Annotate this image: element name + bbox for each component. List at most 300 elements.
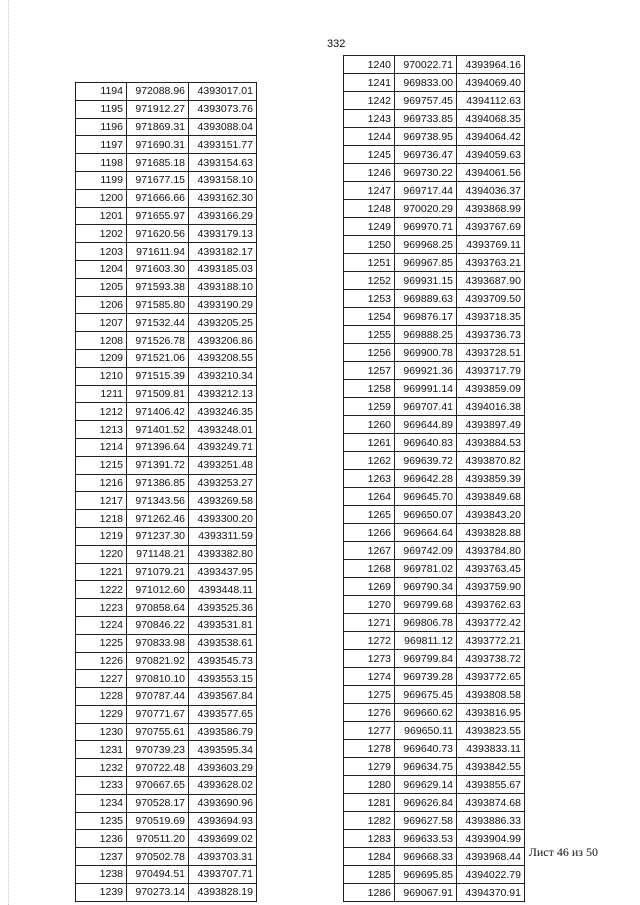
y-coordinate-cell: 4393828.19 bbox=[189, 883, 257, 901]
table-row bbox=[76, 136, 257, 154]
point-number-cell: 1259 bbox=[344, 398, 395, 416]
point-number-cell: 1237 bbox=[76, 848, 127, 866]
point-number-cell: 1262 bbox=[344, 452, 395, 470]
point-number-cell: 1276 bbox=[344, 704, 395, 722]
table-row bbox=[76, 171, 257, 189]
table-row bbox=[344, 866, 525, 884]
x-coordinate-cell: 969931.15 bbox=[395, 272, 457, 290]
point-number-cell: 1272 bbox=[344, 632, 395, 650]
y-coordinate-cell: 4393687.90 bbox=[457, 272, 525, 290]
y-coordinate-cell: 4394112.63 bbox=[457, 92, 525, 110]
table-row bbox=[76, 581, 257, 599]
y-coordinate-cell: 4393300.20 bbox=[189, 510, 257, 528]
table-row bbox=[344, 686, 525, 704]
point-number-cell: 1224 bbox=[76, 616, 127, 634]
y-coordinate-cell: 4393694.93 bbox=[189, 812, 257, 830]
table-row bbox=[76, 492, 257, 510]
y-coordinate-cell: 4393772.42 bbox=[457, 614, 525, 632]
point-number-cell: 1223 bbox=[76, 599, 127, 617]
point-number-cell: 1242 bbox=[344, 92, 395, 110]
x-coordinate-cell: 969921.36 bbox=[395, 362, 457, 380]
y-coordinate-cell: 4393179.13 bbox=[189, 225, 257, 243]
point-number-cell: 1270 bbox=[344, 596, 395, 614]
point-number-cell: 1254 bbox=[344, 308, 395, 326]
x-coordinate-cell: 969742.09 bbox=[395, 542, 457, 560]
point-number-cell: 1238 bbox=[76, 866, 127, 884]
table-row bbox=[344, 794, 525, 812]
point-number-cell: 1281 bbox=[344, 794, 395, 812]
table-row bbox=[344, 272, 525, 290]
table-row bbox=[344, 326, 525, 344]
x-coordinate-cell: 970494.51 bbox=[127, 866, 189, 884]
y-coordinate-cell: 4393769.11 bbox=[457, 236, 525, 254]
table-row bbox=[344, 380, 525, 398]
point-number-cell: 1263 bbox=[344, 470, 395, 488]
table-row bbox=[344, 740, 525, 758]
table-row bbox=[344, 560, 525, 578]
x-coordinate-cell: 969799.68 bbox=[395, 596, 457, 614]
x-coordinate-cell: 970833.98 bbox=[127, 634, 189, 652]
x-coordinate-cell: 969642.28 bbox=[395, 470, 457, 488]
point-number-cell: 1255 bbox=[344, 326, 395, 344]
y-coordinate-cell: 4393525.36 bbox=[189, 599, 257, 617]
x-coordinate-cell: 969664.64 bbox=[395, 524, 457, 542]
x-coordinate-cell: 969888.25 bbox=[395, 326, 457, 344]
point-number-cell: 1258 bbox=[344, 380, 395, 398]
point-number-cell: 1286 bbox=[344, 884, 395, 902]
point-number-cell: 1229 bbox=[76, 705, 127, 723]
point-number-cell: 1253 bbox=[344, 290, 395, 308]
table-row bbox=[344, 254, 525, 272]
table-row bbox=[76, 848, 257, 866]
point-number-cell: 1240 bbox=[344, 56, 395, 74]
table-row bbox=[76, 403, 257, 421]
x-coordinate-cell: 969968.25 bbox=[395, 236, 457, 254]
coordinates-table-left bbox=[75, 82, 257, 902]
table-row bbox=[344, 56, 525, 74]
table-row bbox=[344, 632, 525, 650]
y-coordinate-cell: 4393248.01 bbox=[189, 421, 257, 439]
y-coordinate-cell: 4393808.58 bbox=[457, 686, 525, 704]
y-coordinate-cell: 4393968.44 bbox=[457, 848, 525, 866]
point-number-cell: 1278 bbox=[344, 740, 395, 758]
point-number-cell: 1246 bbox=[344, 164, 395, 182]
x-coordinate-cell: 969736.47 bbox=[395, 146, 457, 164]
table-row bbox=[76, 883, 257, 901]
table-row bbox=[344, 164, 525, 182]
x-coordinate-cell: 970771.67 bbox=[127, 705, 189, 723]
x-coordinate-cell: 969640.83 bbox=[395, 434, 457, 452]
x-coordinate-cell: 969633.53 bbox=[395, 830, 457, 848]
point-number-cell: 1251 bbox=[344, 254, 395, 272]
point-number-cell: 1213 bbox=[76, 421, 127, 439]
point-number-cell: 1227 bbox=[76, 670, 127, 688]
table-row bbox=[344, 884, 525, 902]
y-coordinate-cell: 4393868.99 bbox=[457, 200, 525, 218]
y-coordinate-cell: 4393382.80 bbox=[189, 545, 257, 563]
table-row bbox=[344, 416, 525, 434]
y-coordinate-cell: 4393212.13 bbox=[189, 385, 257, 403]
y-coordinate-cell: 4393210.34 bbox=[189, 367, 257, 385]
x-coordinate-cell: 971396.64 bbox=[127, 438, 189, 456]
point-number-cell: 1206 bbox=[76, 296, 127, 314]
y-coordinate-cell: 4393206.86 bbox=[189, 332, 257, 350]
x-coordinate-cell: 971406.42 bbox=[127, 403, 189, 421]
x-coordinate-cell: 969970.71 bbox=[395, 218, 457, 236]
x-coordinate-cell: 971611.94 bbox=[127, 243, 189, 261]
x-coordinate-cell: 970502.78 bbox=[127, 848, 189, 866]
x-coordinate-cell: 969889.63 bbox=[395, 290, 457, 308]
table-row bbox=[344, 704, 525, 722]
x-coordinate-cell: 971655.97 bbox=[127, 207, 189, 225]
point-number-cell: 1245 bbox=[344, 146, 395, 164]
y-coordinate-cell: 4393843.20 bbox=[457, 506, 525, 524]
point-number-cell: 1207 bbox=[76, 314, 127, 332]
x-coordinate-cell: 970511.20 bbox=[127, 830, 189, 848]
y-coordinate-cell: 4393531.81 bbox=[189, 616, 257, 634]
point-number-cell: 1274 bbox=[344, 668, 395, 686]
y-coordinate-cell: 4393707.71 bbox=[189, 866, 257, 884]
table-row bbox=[344, 758, 525, 776]
table-row bbox=[344, 524, 525, 542]
x-coordinate-cell: 969644.89 bbox=[395, 416, 457, 434]
x-coordinate-cell: 971079.21 bbox=[127, 563, 189, 581]
y-coordinate-cell: 4393859.39 bbox=[457, 470, 525, 488]
x-coordinate-cell: 970022.71 bbox=[395, 56, 457, 74]
table-row bbox=[76, 438, 257, 456]
point-number-cell: 1264 bbox=[344, 488, 395, 506]
point-number-cell: 1220 bbox=[76, 545, 127, 563]
point-number-cell: 1236 bbox=[76, 830, 127, 848]
y-coordinate-cell: 4393073.76 bbox=[189, 100, 257, 118]
point-number-cell: 1230 bbox=[76, 723, 127, 741]
x-coordinate-cell: 969739.28 bbox=[395, 668, 457, 686]
point-number-cell: 1225 bbox=[76, 634, 127, 652]
table-row bbox=[344, 470, 525, 488]
point-number-cell: 1226 bbox=[76, 652, 127, 670]
y-coordinate-cell: 4393190.29 bbox=[189, 296, 257, 314]
x-coordinate-cell: 971262.46 bbox=[127, 510, 189, 528]
table-row bbox=[76, 278, 257, 296]
y-coordinate-cell: 4394064.42 bbox=[457, 128, 525, 146]
point-number-cell: 1196 bbox=[76, 118, 127, 136]
table-row bbox=[344, 434, 525, 452]
point-number-cell: 1271 bbox=[344, 614, 395, 632]
point-number-cell: 1221 bbox=[76, 563, 127, 581]
table-row bbox=[344, 398, 525, 416]
y-coordinate-cell: 4393870.82 bbox=[457, 452, 525, 470]
table-row bbox=[344, 542, 525, 560]
y-coordinate-cell: 4393595.34 bbox=[189, 741, 257, 759]
y-coordinate-cell: 4393205.25 bbox=[189, 314, 257, 332]
point-number-cell: 1279 bbox=[344, 758, 395, 776]
point-number-cell: 1283 bbox=[344, 830, 395, 848]
y-coordinate-cell: 4393151.77 bbox=[189, 136, 257, 154]
table-row bbox=[76, 260, 257, 278]
x-coordinate-cell: 971391.72 bbox=[127, 456, 189, 474]
table-row bbox=[76, 83, 257, 101]
y-coordinate-cell: 4393166.29 bbox=[189, 207, 257, 225]
y-coordinate-cell: 4393088.04 bbox=[189, 118, 257, 136]
point-number-cell: 1243 bbox=[344, 110, 395, 128]
page-left-edge bbox=[8, 0, 10, 905]
point-number-cell: 1201 bbox=[76, 207, 127, 225]
y-coordinate-cell: 4393884.53 bbox=[457, 434, 525, 452]
x-coordinate-cell: 969626.84 bbox=[395, 794, 457, 812]
y-coordinate-cell: 4393253.27 bbox=[189, 474, 257, 492]
point-number-cell: 1265 bbox=[344, 506, 395, 524]
x-coordinate-cell: 970858.64 bbox=[127, 599, 189, 617]
x-coordinate-cell: 971666.66 bbox=[127, 189, 189, 207]
table-row bbox=[76, 705, 257, 723]
x-coordinate-cell: 971148.21 bbox=[127, 545, 189, 563]
y-coordinate-cell: 4393842.55 bbox=[457, 758, 525, 776]
y-coordinate-cell: 4393855.67 bbox=[457, 776, 525, 794]
point-number-cell: 1280 bbox=[344, 776, 395, 794]
y-coordinate-cell: 4393828.88 bbox=[457, 524, 525, 542]
point-number-cell: 1260 bbox=[344, 416, 395, 434]
table-row bbox=[344, 218, 525, 236]
x-coordinate-cell: 970810.10 bbox=[127, 670, 189, 688]
sheet-footer: Лист 46 из 50 bbox=[528, 845, 598, 859]
x-coordinate-cell: 971869.31 bbox=[127, 118, 189, 136]
x-coordinate-cell: 969790.34 bbox=[395, 578, 457, 596]
y-coordinate-cell: 4393311.59 bbox=[189, 527, 257, 545]
x-coordinate-cell: 971509.81 bbox=[127, 385, 189, 403]
point-number-cell: 1216 bbox=[76, 474, 127, 492]
point-number-cell: 1205 bbox=[76, 278, 127, 296]
point-number-cell: 1197 bbox=[76, 136, 127, 154]
table-row bbox=[76, 759, 257, 777]
y-coordinate-cell: 4393185.03 bbox=[189, 260, 257, 278]
y-coordinate-cell: 4393628.02 bbox=[189, 777, 257, 795]
y-coordinate-cell: 4393249.71 bbox=[189, 438, 257, 456]
y-coordinate-cell: 4393182.17 bbox=[189, 243, 257, 261]
x-coordinate-cell: 970528.17 bbox=[127, 794, 189, 812]
table-row bbox=[76, 616, 257, 634]
point-number-cell: 1231 bbox=[76, 741, 127, 759]
coordinates-table-right bbox=[343, 55, 525, 902]
table-row bbox=[344, 74, 525, 92]
x-coordinate-cell: 971603.30 bbox=[127, 260, 189, 278]
table-row bbox=[76, 812, 257, 830]
table-row bbox=[76, 385, 257, 403]
y-coordinate-cell: 4393763.45 bbox=[457, 560, 525, 578]
x-coordinate-cell: 970722.48 bbox=[127, 759, 189, 777]
table-row bbox=[344, 452, 525, 470]
point-number-cell: 1248 bbox=[344, 200, 395, 218]
table-row bbox=[344, 236, 525, 254]
y-coordinate-cell: 4393699.02 bbox=[189, 830, 257, 848]
y-coordinate-cell: 4393738.72 bbox=[457, 650, 525, 668]
point-number-cell: 1257 bbox=[344, 362, 395, 380]
point-number-cell: 1215 bbox=[76, 456, 127, 474]
x-coordinate-cell: 969876.17 bbox=[395, 308, 457, 326]
point-number-cell: 1232 bbox=[76, 759, 127, 777]
y-coordinate-cell: 4393162.30 bbox=[189, 189, 257, 207]
point-number-cell: 1233 bbox=[76, 777, 127, 795]
y-coordinate-cell: 4393859.09 bbox=[457, 380, 525, 398]
table-row bbox=[344, 614, 525, 632]
table-row bbox=[344, 290, 525, 308]
table-row bbox=[76, 118, 257, 136]
point-number-cell: 1202 bbox=[76, 225, 127, 243]
y-coordinate-cell: 4393553.15 bbox=[189, 670, 257, 688]
table-row bbox=[76, 243, 257, 261]
point-number-cell: 1241 bbox=[344, 74, 395, 92]
coordinates-table-left-body bbox=[76, 83, 257, 902]
table-row bbox=[344, 848, 525, 866]
x-coordinate-cell: 971237.30 bbox=[127, 527, 189, 545]
x-coordinate-cell: 970519.69 bbox=[127, 812, 189, 830]
y-coordinate-cell: 4393718.35 bbox=[457, 308, 525, 326]
y-coordinate-cell: 4393784.80 bbox=[457, 542, 525, 560]
x-coordinate-cell: 971012.60 bbox=[127, 581, 189, 599]
table-row bbox=[344, 650, 525, 668]
point-number-cell: 1218 bbox=[76, 510, 127, 528]
y-coordinate-cell: 4393538.61 bbox=[189, 634, 257, 652]
table-row bbox=[344, 146, 525, 164]
x-coordinate-cell: 969900.78 bbox=[395, 344, 457, 362]
y-coordinate-cell: 4394061.56 bbox=[457, 164, 525, 182]
table-row bbox=[76, 634, 257, 652]
table-row bbox=[344, 182, 525, 200]
point-number-cell: 1204 bbox=[76, 260, 127, 278]
y-coordinate-cell: 4394068.35 bbox=[457, 110, 525, 128]
y-coordinate-cell: 4393833.11 bbox=[457, 740, 525, 758]
y-coordinate-cell: 4393759.90 bbox=[457, 578, 525, 596]
x-coordinate-cell: 969639.72 bbox=[395, 452, 457, 470]
y-coordinate-cell: 4393690.96 bbox=[189, 794, 257, 812]
y-coordinate-cell: 4393567.84 bbox=[189, 688, 257, 706]
y-coordinate-cell: 4393717.79 bbox=[457, 362, 525, 380]
point-number-cell: 1228 bbox=[76, 688, 127, 706]
point-number-cell: 1235 bbox=[76, 812, 127, 830]
y-coordinate-cell: 4393017.01 bbox=[189, 83, 257, 101]
table-row bbox=[76, 154, 257, 172]
point-number-cell: 1212 bbox=[76, 403, 127, 421]
x-coordinate-cell: 971593.38 bbox=[127, 278, 189, 296]
x-coordinate-cell: 969717.44 bbox=[395, 182, 457, 200]
table-row bbox=[76, 723, 257, 741]
table-row bbox=[344, 668, 525, 686]
point-number-cell: 1267 bbox=[344, 542, 395, 560]
table-row bbox=[344, 488, 525, 506]
y-coordinate-cell: 4393246.35 bbox=[189, 403, 257, 421]
point-number-cell: 1277 bbox=[344, 722, 395, 740]
x-coordinate-cell: 969695.85 bbox=[395, 866, 457, 884]
y-coordinate-cell: 4393728.51 bbox=[457, 344, 525, 362]
point-number-cell: 1198 bbox=[76, 154, 127, 172]
x-coordinate-cell: 969629.14 bbox=[395, 776, 457, 794]
table-row bbox=[76, 794, 257, 812]
point-number-cell: 1285 bbox=[344, 866, 395, 884]
x-coordinate-cell: 969645.70 bbox=[395, 488, 457, 506]
point-number-cell: 1199 bbox=[76, 171, 127, 189]
point-number-cell: 1209 bbox=[76, 349, 127, 367]
point-number-cell: 1244 bbox=[344, 128, 395, 146]
x-coordinate-cell: 969707.41 bbox=[395, 398, 457, 416]
table-row bbox=[344, 362, 525, 380]
point-number-cell: 1266 bbox=[344, 524, 395, 542]
x-coordinate-cell: 971401.52 bbox=[127, 421, 189, 439]
table-row bbox=[76, 688, 257, 706]
x-coordinate-cell: 971515.39 bbox=[127, 367, 189, 385]
table-row bbox=[76, 474, 257, 492]
table-row bbox=[76, 456, 257, 474]
x-coordinate-cell: 970821.92 bbox=[127, 652, 189, 670]
point-number-cell: 1200 bbox=[76, 189, 127, 207]
y-coordinate-cell: 4394370.91 bbox=[457, 884, 525, 902]
point-number-cell: 1250 bbox=[344, 236, 395, 254]
y-coordinate-cell: 4393823.55 bbox=[457, 722, 525, 740]
x-coordinate-cell: 969991.14 bbox=[395, 380, 457, 398]
x-coordinate-cell: 969781.02 bbox=[395, 560, 457, 578]
x-coordinate-cell: 971690.31 bbox=[127, 136, 189, 154]
table-row bbox=[76, 777, 257, 795]
y-coordinate-cell: 4393158.10 bbox=[189, 171, 257, 189]
table-row bbox=[76, 545, 257, 563]
table-row bbox=[76, 332, 257, 350]
x-coordinate-cell: 970273.14 bbox=[127, 883, 189, 901]
point-number-cell: 1247 bbox=[344, 182, 395, 200]
coordinates-table-right-body bbox=[344, 56, 525, 902]
table-row bbox=[76, 741, 257, 759]
table-row bbox=[76, 670, 257, 688]
x-coordinate-cell: 969757.45 bbox=[395, 92, 457, 110]
x-coordinate-cell: 971343.56 bbox=[127, 492, 189, 510]
x-coordinate-cell: 970846.22 bbox=[127, 616, 189, 634]
table-row bbox=[344, 722, 525, 740]
y-coordinate-cell: 4393603.29 bbox=[189, 759, 257, 777]
table-row bbox=[344, 506, 525, 524]
x-coordinate-cell: 969650.11 bbox=[395, 722, 457, 740]
y-coordinate-cell: 4394059.63 bbox=[457, 146, 525, 164]
table-row bbox=[344, 578, 525, 596]
y-coordinate-cell: 4393767.69 bbox=[457, 218, 525, 236]
table-row bbox=[344, 200, 525, 218]
table-row bbox=[344, 812, 525, 830]
x-coordinate-cell: 971386.85 bbox=[127, 474, 189, 492]
y-coordinate-cell: 4394036.37 bbox=[457, 182, 525, 200]
point-number-cell: 1284 bbox=[344, 848, 395, 866]
point-number-cell: 1275 bbox=[344, 686, 395, 704]
y-coordinate-cell: 4393269.58 bbox=[189, 492, 257, 510]
y-coordinate-cell: 4393763.21 bbox=[457, 254, 525, 272]
table-row bbox=[344, 596, 525, 614]
x-coordinate-cell: 969675.45 bbox=[395, 686, 457, 704]
y-coordinate-cell: 4394022.79 bbox=[457, 866, 525, 884]
y-coordinate-cell: 4393762.63 bbox=[457, 596, 525, 614]
x-coordinate-cell: 969733.85 bbox=[395, 110, 457, 128]
x-coordinate-cell: 971685.18 bbox=[127, 154, 189, 172]
y-coordinate-cell: 4393772.65 bbox=[457, 668, 525, 686]
x-coordinate-cell: 969627.58 bbox=[395, 812, 457, 830]
table-row bbox=[344, 308, 525, 326]
table-row bbox=[76, 207, 257, 225]
y-coordinate-cell: 4393586.79 bbox=[189, 723, 257, 741]
table-row bbox=[76, 314, 257, 332]
y-coordinate-cell: 4393448.11 bbox=[189, 581, 257, 599]
y-coordinate-cell: 4393904.99 bbox=[457, 830, 525, 848]
y-coordinate-cell: 4394016.38 bbox=[457, 398, 525, 416]
table-row bbox=[76, 100, 257, 118]
x-coordinate-cell: 970739.23 bbox=[127, 741, 189, 759]
table-row bbox=[344, 776, 525, 794]
point-number-cell: 1208 bbox=[76, 332, 127, 350]
y-coordinate-cell: 4393577.65 bbox=[189, 705, 257, 723]
point-number-cell: 1217 bbox=[76, 492, 127, 510]
